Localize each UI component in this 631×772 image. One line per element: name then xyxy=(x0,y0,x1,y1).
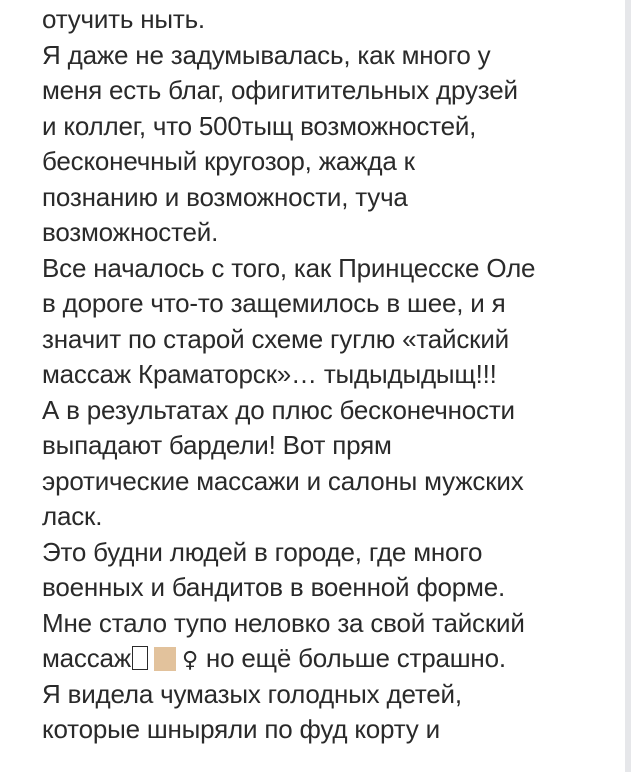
post-line: Я даже не задумывалась, как много у xyxy=(42,39,491,70)
post-line: Мне стало тупо неловко за свой тайский xyxy=(42,607,525,638)
post-line: массаж Краматорск»… тыдыдыдыщ!!! xyxy=(42,359,497,389)
post-line: отучить ныть. xyxy=(42,4,205,34)
post-line: бесконечный кругозор, жажда к xyxy=(42,146,415,176)
post-line: Я видела чумазых голодных детей, xyxy=(42,678,462,709)
post-line: военных и бандитов в военной форме. xyxy=(42,572,506,602)
emoji-line-before: массаж xyxy=(42,643,131,673)
post-line: в дороге что-то защемилось в шее, и я xyxy=(42,288,506,318)
missing-glyph-icon xyxy=(132,646,148,670)
post-line-with-emoji xyxy=(42,641,612,677)
post-line: меня есть благ, офигитительных друзей xyxy=(42,75,518,105)
post-line: А в результатах до плюс бесконечности xyxy=(42,394,515,425)
post-line: эротические массажи и салоны мужских xyxy=(42,465,524,496)
emoji-line-after: но ещё больше страшно. xyxy=(205,643,506,673)
post-line: Все началось с того, как Принцесске Оле xyxy=(42,252,536,283)
scrollbar-edge xyxy=(625,0,631,772)
post-line: значит по старой схеме гуглю «тайский xyxy=(42,323,509,354)
post-text xyxy=(42,2,612,748)
female-sign-icon: ♀ xyxy=(182,648,198,673)
skin-tone-icon xyxy=(154,647,176,671)
post-line: которые шныряли по фуд корту и xyxy=(42,714,440,744)
post-line: выпадают бардели! Вот прям xyxy=(42,430,392,460)
post-line: и коллег, что 500тыщ возможностей, xyxy=(42,110,477,141)
post-line: Это будни людей в городе, где много xyxy=(42,536,483,567)
post-line: познанию и возможности, туча xyxy=(42,181,408,212)
post-line: возможностей. xyxy=(42,217,219,247)
post-line: ласк. xyxy=(42,501,103,531)
